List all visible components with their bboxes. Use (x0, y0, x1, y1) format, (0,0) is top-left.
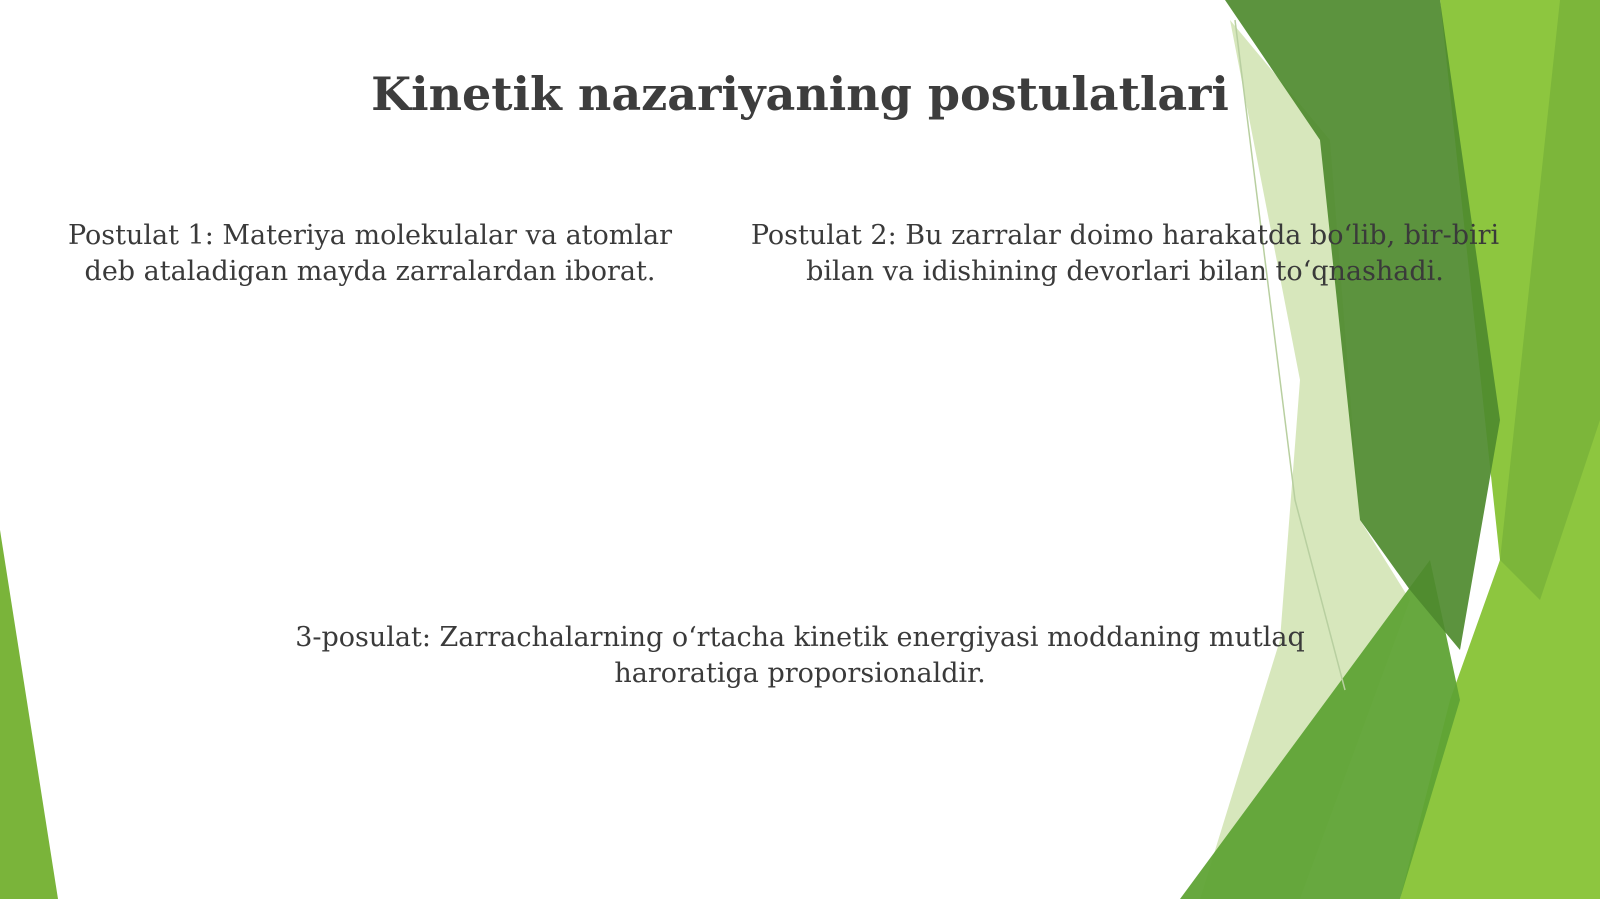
postulate-3-text: 3-posulat: Zarrachalarning o‘rtacha kinetik energiyasi moddaning mutlaq haroratiga proporsionaldir. (295, 622, 1305, 689)
postulate-1-text: Postulat 1: Materiya molekulalar va atomlar deb ataladigan mayda zarralardan iborat. (67, 220, 673, 287)
left-green-sliver (0, 530, 58, 899)
postulate-2-text: Postulat 2: Bu zarralar doimo harakatda bo‘lib, bir-biri bilan va idishining devorlari bilan to‘qnashadi. (750, 220, 1500, 287)
slide-title: Kinetik nazariyaning postulatlari (371, 67, 1229, 121)
